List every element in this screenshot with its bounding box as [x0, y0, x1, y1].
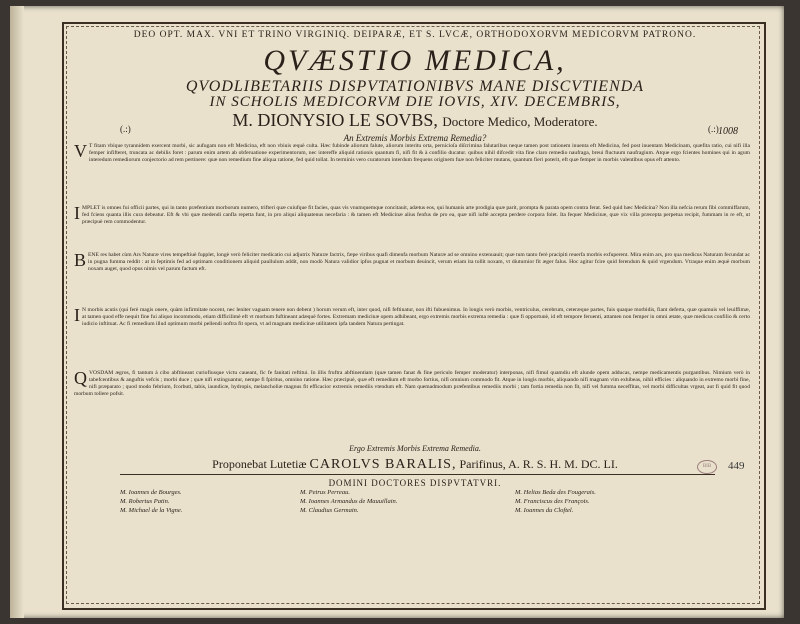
page-title: QVÆSTIO MEDICA,	[263, 44, 567, 77]
respondent-name: CAROLVS BARALIS,	[309, 457, 457, 472]
paragraph-2	[74, 205, 750, 250]
paragraph-5	[74, 370, 750, 442]
drop-cap: Q	[74, 370, 87, 388]
drop-cap: I	[74, 307, 80, 325]
presider-role: Doctore Medico, Moderatore.	[442, 114, 598, 129]
doctor-column-1	[120, 488, 182, 515]
paragraph-text: T fitam vbique tyrannidem exercent morbi, sic aufugam non eft Medicina, eft non vbiuis æquè culta. Hæc fubinde aliorum falute, aliorum interitu orta, pernicioſa diſcrimina falutaribus neque tamen post rationem inuenta eft Medicina, fed post inuentam Medicinam, quæfita ratio, cui nifi illa femper infifteret, truncata ac debilis foret : parum enim artem ab obferuatione experimentorum, nec intereffe aliquid rationis quantum fi, nifi fit & à confilio ducatur. quibus nihil difcedit vita fine claro remedio naufraga, breui fluctuum naufragium. Atque ergo fcientes homines qui in agum interedum remediorum conjectorio ad rem pertinere: quæ non remedium fine aliqua ratione, fed quid tollat. In terminis vero curatorum interdum frequens originem fuæ non feliciter mutans, quantum fieri poterit, eft quæ femper in morbis valentibus opus eft attento.	[89, 143, 750, 163]
drop-cap: I	[74, 205, 80, 223]
proponebat-label: Proponebat Lutetiæ	[212, 457, 307, 471]
drop-cap: B	[74, 252, 87, 270]
paragraph-text: MPLET is omnes fui officii partes, qui in tanto præfentium morborum numero, trifteri quæ cuiufque fit facies, quas vis vnumquemque concitauit, adætus eos, qui humanis arte prodigia quæ parit, prompta & parata opem contra ferat. Sed quid hæc Medicina? Non illa nefcia rerum fibi commiffarum, fed fciens quanta illis cura debeatur. Eft & vbi quæ medendi canfla repetta funt, in pro aliqui aliquatenus necefaria : & tamen eft Medicinæ alius fenfus de pro ea, quæ nifi iuftè accepta perdere corpora folet. Ita fequer Medicinæ, quæ vix villa præcepta perpetua recipit, fummam in re eft, ut præcipuè rem commodentur.	[82, 205, 750, 225]
paragraph-text: N morbis acutis (qui ferè magis onere, quàm infirmitate nocent, nec leniter vaguam tenere non debent ) horum verum eft, inter quod, nifi feftinatur, non ifti fubuenimus. In longis verò morbis, ventriculus, cerebrum, ceteræque partes, fuis quaque morbidis, fiant deferta, quæ quamuis vel leuiffimæ, at tamen quod effe nequit fine fui aliquo incommodo, etiam difficilimè eft vt morbum fuftineant adæquè fortes. Extremam medicinæ opem adhibeant, ergo extremis morbis extrema remedia : quæ fi opportunè, id eft tempore feruenti, attamen non femper in omni ætate, quæ medicus confilio & certo iudicio inftituat. Ac fi remedium illud optimum morbi pellendi noftra fit opera, vt ad magnam medicinæ utilitatem ipfa tandem Natura pertingat.	[82, 307, 750, 327]
right-mark: (.:)	[708, 124, 719, 134]
doctor-name: M. Michael de la Vigne.	[120, 507, 183, 514]
page-number: 1008	[718, 126, 738, 137]
paragraph-3	[74, 252, 750, 304]
paragraph-text: VOSDAM ægros, fi tantum à cibo abftineant curiofiusque victu caueant, fic fe fanitati reftitui. In illis fruftra abftinentiam (quæ tamen fanat & fine periculo femper moderatur) interponas, nifi fimul quamdiu eft alunde opem adducas, nempe medicamentis purgantibus. Nimium verò in tabefcentibus & anguftis vefcis ; morbi duce ; quæ nifi extinguantur, nempe fi fpiritus, omnino ratione. Hæc præcipuè, quæ eft remedium eft morbo fortius, nifi omnium commodo fit. Atque in longis morbis, aliquando nifi magnam vim exhibeas, nihil efficies : aliquando in extremo morbi fine, nifi præparato ; quod modo febrium, fcorbuti, tabis, iaundicæ, hydropis, melancholiæ magnus fit efficacior extremis remediis vtendum eft. Nam quemadmodum præfentibus remediis morbi ; tam fortia remedia non fit, nifi vel fumma neceffitas, vel morbi difficultas vrgeat, aut fi quid fit quod morbum tollere pofsit.	[74, 370, 750, 397]
respondent-detail: Parifinus, A. R. S. H. M. DC. LI.	[459, 457, 618, 471]
question-line: An Extremis Morbis Extrema Remedia?	[343, 133, 487, 143]
respondent-line	[70, 457, 760, 473]
doctor-column-3	[515, 488, 596, 515]
subtitle-line-2: IN SCHOLIS MEDICORVM DIE IOVIS, XIV. DECEMBRIS,	[209, 94, 621, 110]
doctor-name: M. Claudius Germain.	[300, 507, 359, 514]
paragraph-4	[74, 307, 750, 367]
doctor-name: M. Ioannes de Bourges.	[120, 489, 182, 496]
left-mark: (.:)	[120, 124, 131, 134]
doctor-column-2	[300, 488, 397, 515]
doctor-name: M. Ioannes Armandus de Mauuillain.	[300, 498, 398, 505]
conclusion-line: Ergo Extremis Morbis Extrema Remedia.	[349, 444, 481, 453]
drop-cap: V	[74, 143, 87, 161]
page-fold-shadow	[10, 6, 24, 618]
doctor-name: M. Robertus Patin.	[120, 498, 170, 505]
doctor-name: M. Franciscus des François.	[515, 498, 590, 505]
paragraph-1	[74, 143, 750, 202]
presider-name: M. DIONYSIO LE SOVBS,	[232, 110, 438, 130]
library-stamp: BIB	[697, 460, 717, 474]
dedication-line: DEO OPT. MAX. VNI ET TRINO VIRGINIQ. DEIPARÆ, ET S. LVCÆ, ORTHODOXORVM MEDICORVM PATRONO.	[133, 30, 697, 40]
doctores-heading: DOMINI DOCTORES DISPVTATVRI.	[328, 478, 502, 488]
presider-line	[70, 110, 760, 131]
shelfmark: 449	[728, 460, 745, 472]
doctor-name: M. Ioannes du Cloftel.	[515, 507, 574, 514]
doctor-name: M. Petrus Perreau.	[300, 489, 350, 496]
paragraph-text: ENE res habet cùm Ars Naturæ vires tempeftiuè fupplet, longè verò feliciter medicatio cui adjutrix Naturæ factrix, fæpe viribus quafi dimenfa morbum Naturæ ad se omnino extenuauit; quæ tum tanto ferè pracipiti reuerfa morbis exfuperent. Mira enim ars, pro qua medicus Naturam fecundat ac in pugna fumma reddit : at in feptimis fed ad optimam conditionem aliquid paullulum addit, non modò Natura validior ipfos pugnat et morbum deuincit, verum etiam ita tollit noxam, vt diuturnior fit æger falus. Hoc agitur fcire quid ferendum & quid vrgendum. Vtraque enim æquè morbum noxam auget, quod opus nimis vel parum factum eft.	[88, 252, 750, 272]
divider	[120, 474, 715, 475]
subtitle-line-1: QVODLIBETARIIS DISPVTATIONIBVS MANE DISCVTIENDA	[185, 78, 645, 95]
doctor-name: M. Helias Beda des Fougerais.	[515, 489, 596, 496]
